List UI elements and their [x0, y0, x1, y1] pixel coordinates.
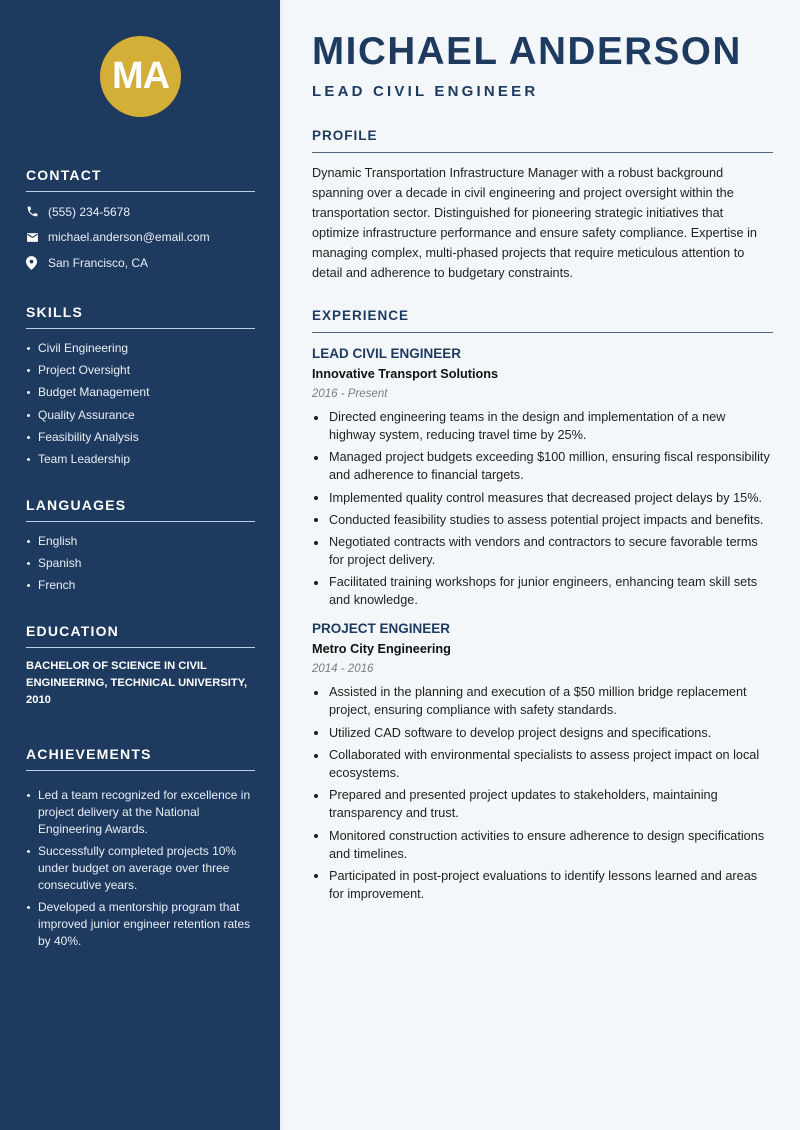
contact-email[interactable]	[26, 225, 255, 251]
skills-heading: SKILLS	[26, 304, 255, 329]
languages-list	[26, 530, 255, 597]
job-bullet: Facilitated training workshops for junior engineers, enhancing team skill sets and knowledge.	[312, 573, 773, 609]
job-bullet: Implemented quality control measures that decreased project delays by 15%.	[312, 489, 773, 507]
skill-item: Team Leadership	[26, 448, 255, 470]
main-content	[280, 0, 800, 1130]
job-title: LEAD CIVIL ENGINEER	[312, 346, 462, 361]
contact-heading: CONTACT	[26, 167, 255, 192]
job-entry	[312, 621, 773, 902]
achievements-list	[26, 787, 255, 950]
job-bullet: Managed project budgets exceeding $100 million, ensuring fiscal responsibility and adherence to financial targets.	[312, 448, 773, 484]
skill-item: Feasibility Analysis	[26, 426, 255, 448]
experience-heading: EXPERIENCE	[312, 308, 773, 333]
education-entry: BACHELOR OF SCIENCE IN CIVIL ENGINEERING, TECHNICAL UNIVERSITY, 2010	[26, 660, 248, 706]
avatar-initials: MA	[111, 55, 170, 97]
language-item: French	[26, 574, 255, 596]
contact-location	[26, 250, 255, 276]
contact-section	[26, 167, 255, 276]
achievement-item: Successfully completed projects 10% under budget on average over three consecutive years.	[26, 843, 255, 894]
skills-list	[26, 337, 255, 470]
education-section	[26, 623, 255, 709]
languages-section	[26, 497, 255, 597]
job-bullet: Conducted feasibility studies to assess potential project impacts and benefits.	[312, 511, 773, 529]
job-dates: 2014 - 2016	[312, 663, 374, 676]
phone-text: (555) 234-5678	[48, 204, 131, 219]
location-text: San Francisco, CA	[48, 255, 149, 270]
job-bullets	[312, 683, 773, 902]
profile-section	[312, 128, 773, 283]
skill-item: Civil Engineering	[26, 337, 255, 359]
achievement-item: Developed a mentorship program that improved junior engineer retention rates by 40%.	[26, 899, 255, 950]
language-item: English	[26, 530, 255, 552]
language-item: Spanish	[26, 552, 255, 574]
job-bullet: Utilized CAD software to develop project designs and specifications.	[312, 724, 773, 742]
contact-phone[interactable]	[26, 199, 255, 225]
candidate-name: MICHAEL ANDERSON	[312, 30, 742, 73]
avatar	[100, 36, 181, 117]
achievement-item: Led a team recognized for excellence in project delivery at the National Engineering Awards.	[26, 787, 255, 838]
sidebar	[0, 0, 280, 1130]
location-pin-icon	[26, 256, 48, 270]
phone-icon	[26, 205, 48, 218]
job-bullet: Monitored construction activities to ensure adherence to design specifications and timelines.	[312, 827, 773, 863]
job-bullet: Assisted in the planning and execution of a $50 million bridge replacement project, ensuring compliance with safety standards.	[312, 683, 773, 719]
skill-item: Project Oversight	[26, 359, 255, 381]
candidate-role: LEAD CIVIL ENGINEER	[312, 83, 539, 100]
job-dates: 2016 - Present	[312, 388, 388, 400]
email-icon	[26, 232, 48, 243]
education-heading: EDUCATION	[26, 623, 255, 648]
achievements-section	[26, 746, 255, 955]
job-entry	[312, 346, 773, 609]
job-bullets	[312, 408, 773, 609]
languages-heading: LANGUAGES	[26, 497, 255, 522]
achievements-heading: ACHIEVEMENTS	[26, 746, 255, 771]
job-title: PROJECT ENGINEER	[312, 621, 451, 637]
job-company: Innovative Transport Solutions	[312, 367, 499, 381]
skill-item: Budget Management	[26, 381, 255, 403]
profile-text: Dynamic Transportation Infrastructure Manager with a robust background spanning over a decade in civil engineering and project oversight within the transportation sector. Distinguished for pioneering strategic initiatives that optimize infrastructure performance and ensure safety compliance. Expertise in managing complex, multi-phased projects that require meticulous attention to detail and adherence to budgetary constraints.	[312, 166, 757, 280]
job-company: Metro City Engineering	[312, 642, 451, 657]
job-bullet: Negotiated contracts with vendors and contractors to secure favorable terms for project delivery.	[312, 533, 773, 569]
profile-heading: PROFILE	[312, 128, 773, 153]
job-bullet: Prepared and presented project updates to stakeholders, maintaining transparency and trust.	[312, 786, 773, 822]
skill-item: Quality Assurance	[26, 404, 255, 426]
job-bullet: Participated in post-project evaluations to identify lessons learned and areas for improvement.	[312, 867, 773, 903]
email-text: michael.anderson@email.com	[48, 230, 210, 245]
skills-section	[26, 304, 255, 470]
job-bullet: Collaborated with environmental specialists to assess project impact on local ecosystems.	[312, 746, 773, 782]
experience-section	[312, 308, 773, 907]
job-bullet: Directed engineering teams in the design and implementation of a new highway system, reducing travel time by 25%.	[312, 408, 773, 444]
